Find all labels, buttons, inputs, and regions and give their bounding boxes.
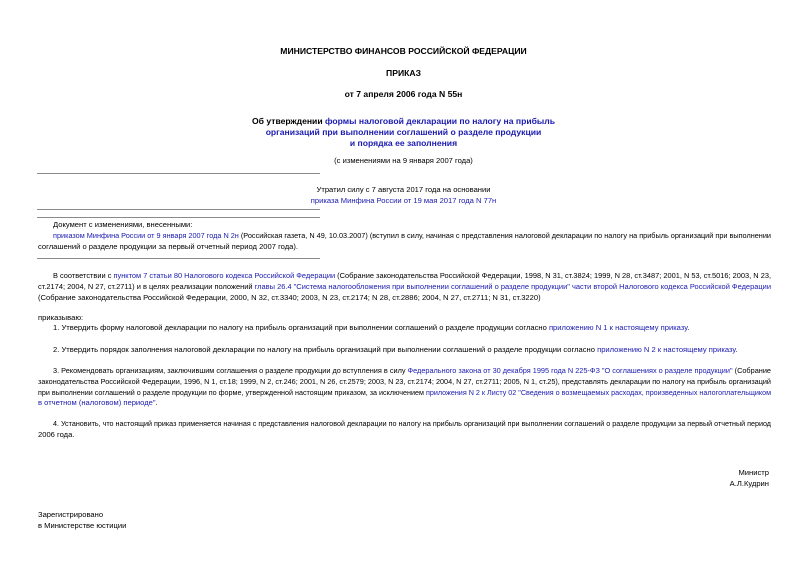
order-item-3-line-4: в отчетном (налоговом) периоде". [38,398,158,407]
preamble-line-1: В соответствии с пунктом 7 статьи 80 Налогового кодекса Российской Федерации (Собрание законодательства Российской Федерации, 1998, N 31, ст.3824; 1999, N 28, ст.3487; 2001, N 53, ст.5016; 2003, N 23, [53,271,772,280]
federal-law-link[interactable]: Федерального закона от 30 декабря 1995 года N 225-ФЗ "О соглашениях о разделе продукции" [407,366,733,375]
document-title-line-3[interactable]: и порядка ее заполнения [349,138,458,148]
signatory-name: А.Л.Кудрин [729,479,769,488]
signatory-role: Министр [738,468,769,477]
sheet-02-appendix-link-cont[interactable]: в отчетном (налоговом) периоде" [38,398,156,407]
order-item-3-line-1: 3. Рекомендовать организациям, заключившим соглашения о разделе продукции до вступления в силу Федерального закона от 30 декабря 1995 года N 225-ФЗ "О соглашениях о разделе продукции" (Собрание [53,366,771,375]
registration-line-1: Зарегистрировано [38,510,104,519]
preamble-line-3: (Собрание законодательства Российской Федерации, 2000, N 32, ст.3340; 2003, N 23, ст.2174; N 28, ст.2886; 2004, N 27, ст.2711; N 31, ст.3220) [38,293,541,302]
ministry-name: МИНИСТЕРСТВО ФИНАНСОВ РОССИЙСКОЙ ФЕДЕРАЦИИ [280,46,527,56]
amendment-note-heading: Документ с изменениями, внесенными: [53,220,193,229]
order-item-4-line-1: 4. Установить, что настоящий приказ применяется начиная с представления налоговой декларации по налогу на прибыль организаций при выполнении соглашений о разделе продукции за первый отчетный период [53,419,771,428]
title-prefix: Об утверждении [251,116,326,126]
order-item-4-line-2: 2006 года. [38,430,75,439]
amendment-note-text: (Российская газета, N 49, 10.03.2007) (вступил в силу, начиная с представления налоговой декларации по налогу на прибыль организаций при выполнении [238,231,772,240]
document-date-number: от 7 апреля 2006 года N 55н [344,89,463,99]
validity-status-line-1: Утратил силу с 7 августа 2017 года на основании [316,185,491,194]
order-item-1: 1. Утвердить форму налоговой декларации по налогу на прибыль организаций при выполнении соглашений о разделе продукции согласно приложению N 1 к настоящему приказу. [53,323,690,332]
document-title-line-2[interactable]: организаций при выполнении соглашений о разделе продукции [265,127,542,137]
order-item-3-line-3: при выполнении соглашений о разделе продукции по форме, утвержденной настоящим приказом, за исключением приложения N 2 к Листу 02 "Сведения о возмещаемых расходах, произведенных налогоплательщиком [38,388,772,397]
divider [37,209,320,210]
appendix-1-link[interactable]: приложению N 1 к настоящему приказу [548,323,688,332]
appendix-2-link[interactable]: приложению N 2 к настоящему приказу [597,345,736,354]
amending-order-link[interactable]: приказом Минфина России от 9 января 2007 года N 2н [53,231,239,240]
amendment-note-line-3: соглашений о разделе продукции за первый отчетный период 2007 года). [38,242,299,251]
tax-code-chapter-link[interactable]: главы 26.4 "Система налогообложения при выполнении соглашений о разделе продукции" части второй Налогового кодекса Российской Федерации [254,282,771,291]
divider [37,173,320,174]
repeal-order-link[interactable]: приказа Минфина России от 19 мая 2017 года N 77н [310,196,497,205]
divider [37,217,320,218]
divider [37,258,320,259]
document-title-line-1 [0,116,807,126]
order-item-2: 2. Утвердить порядок заполнения налоговой декларации по налогу на прибыль организаций при выполнении соглашений о разделе продукции согласно приложению N 2 к настоящему приказу. [53,345,738,354]
tax-code-article-link[interactable]: пунктом 7 статьи 80 Налогового кодекса Российской Федерации [113,271,336,280]
title-form-link[interactable]: формы налоговой декларации по налогу на прибыль [325,116,556,126]
amendment-status: (с изменениями на 9 января 2007 года) [334,156,473,165]
sheet-02-appendix-link[interactable]: приложения N 2 к Листу 02 "Сведения о возмещаемых расходах, произведенных налогоплательщиком [425,388,772,397]
document-type: ПРИКАЗ [386,68,421,78]
registration-line-2: в Министерстве юстиции [38,521,127,530]
order-word: приказываю: [38,313,84,322]
amendment-note-line-2 [53,231,771,241]
preamble-line-2: ст.2174; 2004, N 27, ст.2711) и в целях реализации положений главы 26.4 "Система налогообложения при выполнении соглашений о разделе продукции" части второй Налогового кодекса Российской Федерации [38,282,771,291]
order-item-3-line-2: законодательства Российской Федерации, 1996, N 1, ст.18; 1999, N 2, ст.246; 2001, N 26, ст.2579; 2003, N 23, ст.2174; 2004, N 27, ст.2711; 2005, N 1, ст.25), представлять декларации по налогу на прибыль организаций [38,377,772,386]
